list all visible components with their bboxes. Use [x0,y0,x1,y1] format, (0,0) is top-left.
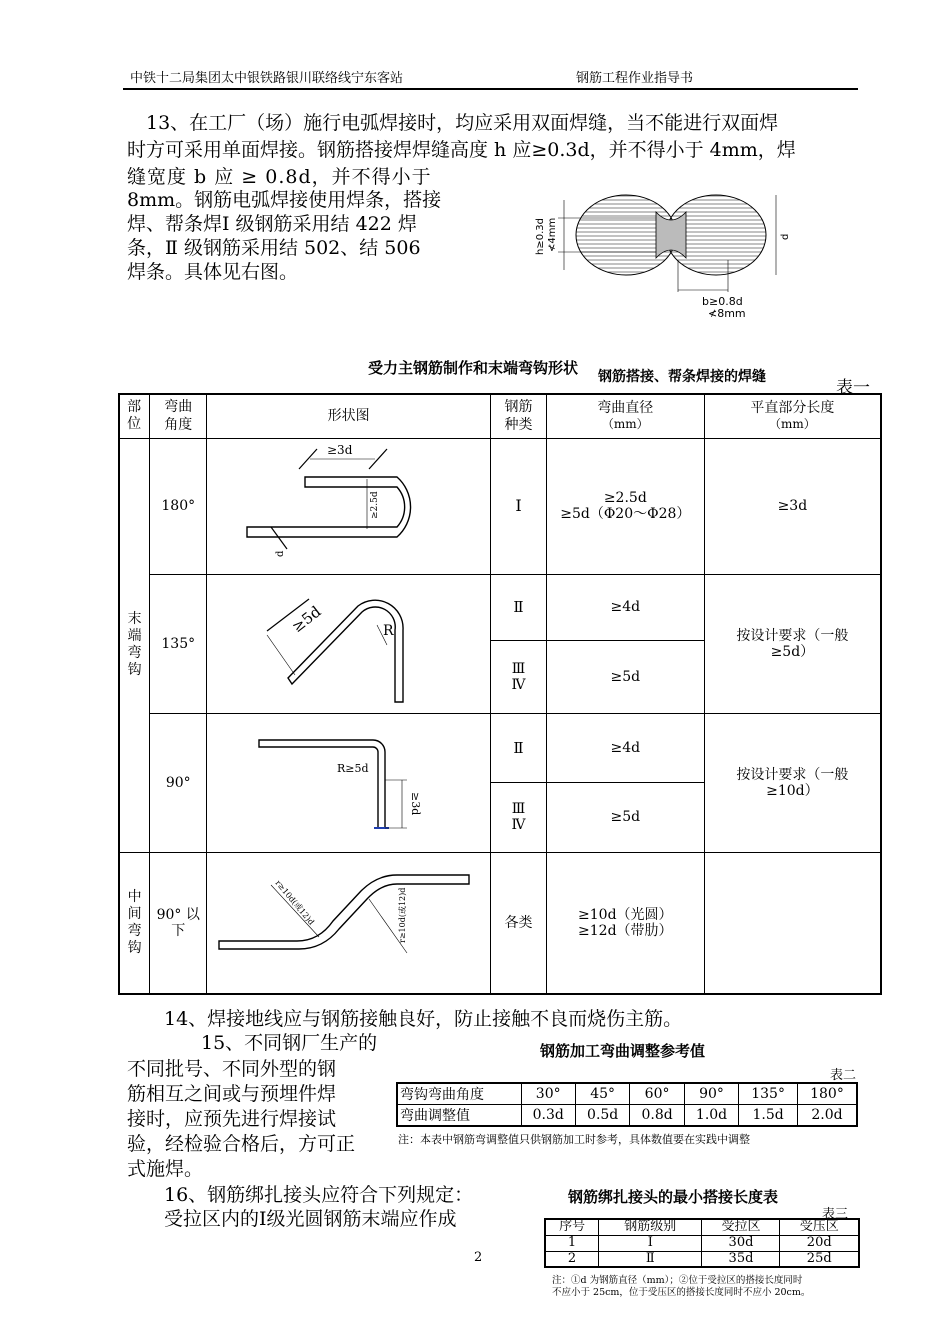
weld-diagram [528,190,808,320]
t2-cell: 0.8d [630,1105,684,1127]
t3-th: 受拉区 [702,1219,780,1235]
sec13-line6: 条，Ⅱ 级钢筋采用结 502、结 506 [127,237,421,259]
table1-tag: 表一 [836,378,870,398]
fig135-len-label: ≥5d [288,601,325,636]
figmid-b-label: r≥10d(或12)d [398,887,408,943]
t2-cell: 60° [630,1083,684,1105]
type-90-b2: Ⅳ [511,817,526,834]
angle-mid-a: 90° 以 [156,906,200,923]
t3-th: 钢筋级别 [599,1219,702,1235]
table2-note: 注：本表中钢筋弯调整值只供钢筋加工时参考，具体数值要在实践中调整 [398,1133,750,1146]
weld-b-label: b≥0.8d [702,295,743,308]
table3-title: 钢筋绑扎接头的最小搭接长度表 [568,1188,779,1206]
t2-cell: 180° [797,1083,857,1105]
t2-row1-label: 弯钩弯曲角度 [397,1083,521,1105]
weld-b-label2: ≮8mm [708,307,746,320]
th-type: 钢筋种类 [504,399,533,434]
dia-mid-a: ≥10d（光圆） [578,906,673,923]
sec15-line2: 不同批号、不同外型的钢 [127,1058,337,1080]
t2-cell: 0.5d [575,1105,629,1127]
sec13-line3: 缝宽度 b 应 ≥ 0.8d，并不得小于 [127,166,432,188]
table1-header-row [119,394,881,438]
sec15-line6: 式施焊。 [127,1158,204,1180]
fig135-r-label: R [383,622,394,639]
t2-row2-label: 弯曲调整值 [397,1105,521,1127]
header-right: 钢筋工程作业指导书 [576,71,694,86]
t3-cell: Ⅰ [599,1235,702,1251]
straight-90-b: ≥10d） [766,782,819,799]
dia-135-b: ≥5d [546,640,704,713]
hook-135-figure [207,575,490,709]
sec15-line5: 验，经检验合格后，方可正 [127,1133,356,1155]
sec16-line1: 16、钢筋绑扎接头应符合下列规定： [164,1184,474,1206]
t3-th: 受压区 [780,1219,859,1235]
dia-135-a: ≥4d [546,574,704,640]
sec13-line2: 时方可采用单面焊接。钢筋搭接焊焊缝高度 h 应≥0.3d，并不得小于 4mm，焊 [127,139,796,161]
sec15-line3: 筋相互之间或与预埋件焊 [127,1083,337,1105]
type-135-a: Ⅱ [491,574,547,640]
fig180-top-label: ≥3d [327,442,353,457]
weld-h-label: h≥0.3d [535,218,546,255]
lap-length-table [544,1218,860,1268]
fig90-len-label: ≥3d [409,791,423,815]
dia-180-a: ≥2.5d [603,490,647,506]
t3-cell: 20d [780,1235,859,1251]
header-rule [123,88,858,90]
t3-cell: 35d [702,1251,780,1267]
angle-mid-b: 下 [171,922,186,939]
t2-cell: 135° [739,1083,798,1105]
th-angle: 弯曲角度 [164,399,193,434]
straight-180: ≥3d [704,438,881,574]
angle-180: 180° [150,438,207,574]
table-row [119,713,881,783]
table2-title: 钢筋加工弯曲调整参考值 [540,1042,706,1060]
angle-90: 90° [150,713,207,852]
th-straight: 平直部分长度 [750,400,835,417]
hook-90-figure [207,714,490,848]
fig180-side-label: ≥2.5d [370,490,381,519]
t2-cell: 45° [575,1083,629,1105]
table3-tag: 表三 [822,1207,849,1222]
table3-note2: 不应小于 25cm，位于受压区的搭接长度同时不应小 20cm。 [552,1287,811,1298]
weld-d-label: d [780,233,791,240]
straight-135-b: ≥5d） [770,643,815,660]
fig90-r-label: R≥5d [337,761,369,775]
mid-hook-figure [207,853,490,989]
dia-90-b: ≥5d [546,783,704,853]
t2-cell: 0.3d [521,1105,575,1127]
sec15-line1: 15、不同钢厂生产的 [201,1032,378,1054]
table3-note1: 注：①d 为钢筋直径（mm）；②位于受拉区的搭接长度同时 [552,1275,803,1286]
th-part: 部位 [127,399,143,433]
th-shape: 形状图 [327,408,370,425]
table-row [119,574,881,640]
t3-cell: Ⅱ [599,1251,702,1267]
t3-cell: 2 [545,1251,599,1267]
table-row [119,438,881,574]
group-mid-hook: 中间弯钩 [127,888,142,956]
table-row [545,1251,859,1267]
bend-hook-table [118,393,882,995]
sec13-line5: 焊、帮条焊Ⅰ 级钢筋采用结 422 焊 [127,213,417,235]
th-diameter: 弯曲直径 [597,400,654,417]
group-end-hook: 末端弯钩 [127,611,142,678]
table-row [119,852,881,994]
header-left: 中铁十二局集团太中银铁路银川联络线宁东客站 [130,71,404,86]
th-diameter-unit: （mm） [601,417,649,432]
t2-cell: 30° [521,1083,575,1105]
t2-cell: 2.0d [797,1105,857,1127]
t2-cell: 1.0d [684,1105,738,1127]
sec16-line2: 受拉区内的Ⅰ级光圆钢筋末端应作成 [164,1208,457,1230]
t3-th: 序号 [545,1219,599,1235]
sec14: 14、焊接地线应与钢筋接触良好，防止接触不良而烧伤主筋。 [164,1008,683,1030]
table1-title: 受力主钢筋制作和末端弯钩形状 [368,359,579,377]
hook-180-figure [207,439,490,570]
type-mid: 各类 [491,852,547,994]
sec13-line4: 8mm。钢筋电弧焊接使用焊条，搭接 [127,189,442,211]
sec15-line4: 接时，应预先进行焊接试 [127,1108,337,1130]
type-135-b1: Ⅲ [511,660,526,677]
sec13-line7: 焊条。具体见右图。 [127,261,299,283]
angle-135: 135° [150,574,207,713]
table-header-row [545,1219,859,1235]
t2-cell: 1.5d [739,1105,798,1127]
dia-180-b: ≥5d（Φ20～Φ28） [560,506,691,522]
t3-cell: 25d [780,1251,859,1267]
straight-135-a: 按设计要求（一般 [736,627,849,644]
weld-caption: 钢筋搭接、帮条焊接的焊缝 [598,369,766,385]
straight-90-a: 按设计要求（一般 [736,766,849,783]
table-row [397,1105,857,1127]
dia-90-a: ≥4d [546,713,704,783]
type-180: Ⅰ [491,438,547,574]
type-90-a: Ⅱ [491,713,547,783]
table-row [545,1235,859,1251]
t3-cell: 30d [702,1235,780,1251]
t3-cell: 1 [545,1235,599,1251]
bend-adjust-table [396,1082,858,1127]
th-straight-unit: （mm） [768,417,816,432]
page-number: 2 [474,1250,483,1265]
t2-cell: 90° [684,1083,738,1105]
sec13-line1: 13、在工厂（场）施行电弧焊接时，均应采用双面焊缝，当不能进行双面焊 [146,112,779,134]
dia-mid-b: ≥12d（带肋） [578,922,673,939]
fig180-d-label: d [275,550,287,557]
type-135-b2: Ⅳ [511,676,526,693]
type-90-b1: Ⅲ [511,801,526,818]
figmid-a-label: r≥10d(或12)d [273,878,317,927]
weld-h-label2: ≮4mm [547,217,558,252]
table2-tag: 表二 [830,1068,857,1083]
table-row [397,1083,857,1105]
